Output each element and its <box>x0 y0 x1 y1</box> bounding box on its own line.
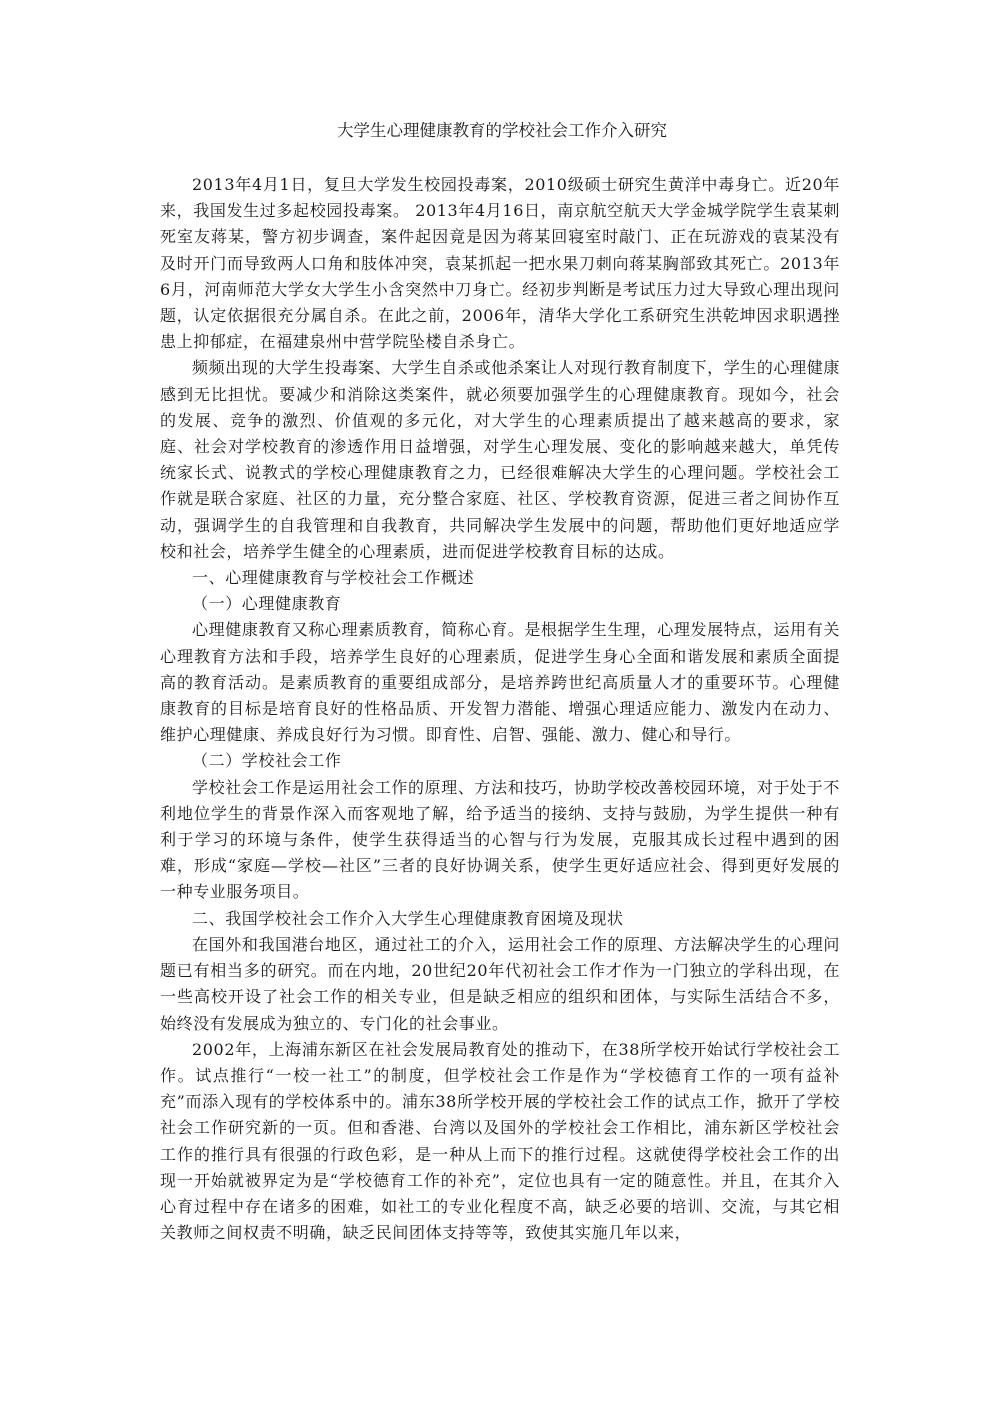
section-heading: 一、心理健康教育与学校社会工作概述 <box>192 568 475 588</box>
section-heading: 二、我国学校社会工作介入大学生心理健康教育困境及现状 <box>192 908 624 928</box>
section-heading: （一）心理健康教育 <box>192 594 342 614</box>
body-paragraph: 心理健康教育又称心理素质教育，简称心育。是根据学生生理，心理发展特点，运用有关心理教育方法和手段，培养学生良好的心理素质，促进学生身心全面和谐发展和素质全面提高的教育活动。是素质教育的重要组成部分，是培养跨世纪高质量人才的重要环节。心理健康教育的目标是培育良好的性格品质、开发智力潜能、增强心理适应能力、激发内在动力、维护心理健康、养成良好行为习惯。即育性、启智、强能、激力、健心和导行。 <box>160 620 840 745</box>
body-paragraph: 频频出现的大学生投毒案、大学生自杀或他杀案让人对现行教育制度下，学生的心理健康感到无比担忧。要减少和消除这类案件，就必须要加强学生的心理健康教育。现如今，社会的发展、竞争的激烈、价值观的多元化，对大学生的心理素质提出了越来越高的要求，家庭、社会对学校教育的渗透作用日益增强，对学生心理发展、变化的影响越来越大，单凭传统家长式、说教式的学校心理健康教育之力，已经很难解决大学生的心理问题。学校社会工作就是联合家庭、社区的力量，充分整合家庭、社区、学校教育资源，促进三者之间协作互动，强调学生的自我管理和自我教育，共同解决学生发展中的问题，帮助他们更好地适应学校和社会，培养学生健全的心理素质，进而促进学校教育目标的达成。 <box>160 358 840 561</box>
document-title: 大学生心理健康教育的学校社会工作介入研究 <box>337 121 667 140</box>
body-paragraph: 学校社会工作是运用社会工作的原理、方法和技巧，协助学校改善校园环境，对于处于不利地位学生的背景作深入而客观地了解，给予适当的接纳、支持与鼓励，为学生提供一种有利于学习的环境与条件，使学生获得适当的心智与行为发展，克服其成长过程中遇到的困难，形成“家庭—学校—社区”三者的良好协调关系，使学生更好适应社会、得到更好发展的一种专业服务项目。 <box>160 777 840 902</box>
document-body <box>160 172 840 1246</box>
document-page <box>160 118 840 1246</box>
body-paragraph: 在国外和我国港台地区，通过社工的介入，运用社会工作的原理、方法解决学生的心理问题已有相当多的研究。而在内地，20世纪20年代初社会工作才作为一门独立的学科出现，在一些高校开设了社会工作的相关专业，但是缺乏相应的组织和团体，与实际生活结合不多，始终没有发展成为独立的、专门化的社会事业。 <box>160 934 840 1033</box>
body-paragraph: 2013年4月1日，复旦大学发生校园投毒案，2010级硕士研究生黄洋中毒身亡。近20年来，我国发生过多起校园投毒案。 2013年4月16日，南京航空航天大学金城学院学生袁某刺死室友蒋某，警方初步调查，案件起因竟是因为蒋某回寝室时敲门、正在玩游戏的袁某没有及时开门而导致两人口角和肢体冲突，袁某抓起一把水果刀刺向蒋某胸部致其死亡。2013年6月，河南师范大学女大学生小含突然中刀身亡。经初步判断是考试压力过大导致心理出现问题，认定依据很充分属自杀。在此之前，2006年，清华大学化工系研究生洪乾坤因求职遇挫患上抑郁症，在福建泉州中营学院坠楼自杀身亡。 <box>160 175 840 352</box>
body-paragraph: 2002年，上海浦东新区在社会发展局教育处的推动下，在38所学校开始试行学校社会工作。试点推行“一校一社工”的制度，但学校社会工作是作为“学校德育工作的一项有益补充”而添入现有的学校体系中的。浦东38所学校开展的学校社会工作的试点工作，掀开了学校社会工作研究新的一页。但和香港、台湾以及国外的学校社会工作相比，浦东新区学校社会工作的推行具有很强的行政色彩，是一种从上而下的推行过程。这就使得学校社会工作的出现一开始就被界定为是“学校德育工作的补充”，定位也具有一定的随意性。并且，在其介入心育过程中存在诸多的困难，如社工的专业化程度不高，缺乏必要的培训、交流，与其它相关教师之间权责不明确，缺乏民间团体支持等等，致使其实施几年以来， <box>160 1039 840 1243</box>
section-heading: （二）学校社会工作 <box>192 751 342 771</box>
